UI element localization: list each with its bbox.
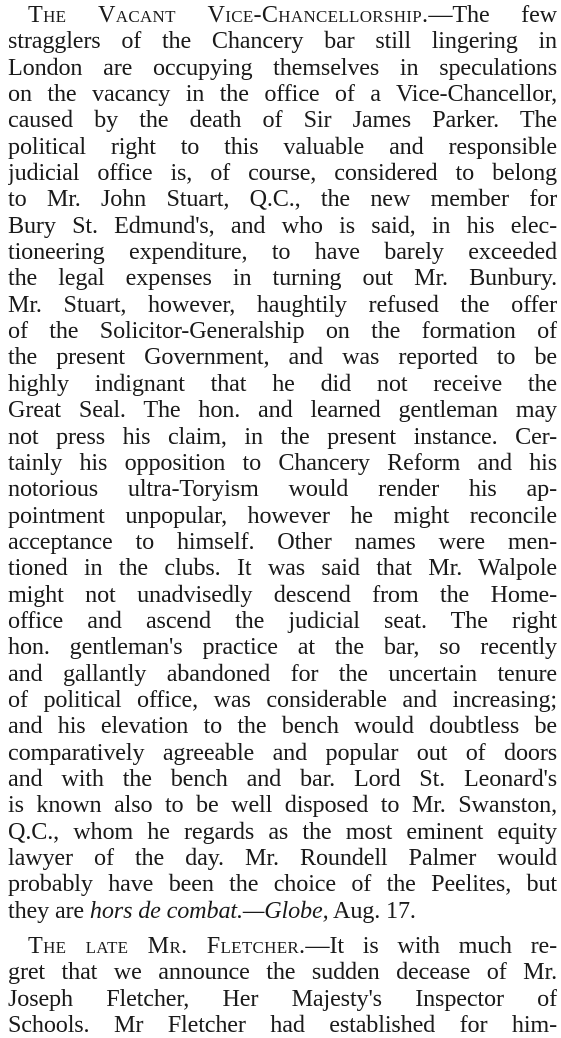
article-vice-chancellorship xyxy=(8,2,557,924)
text-line: hon. gentleman's practice at the bar, so recently xyxy=(8,634,557,661)
text-line: the legal expenses in turning out Mr. Bunbury. xyxy=(8,265,557,292)
text-line: office and ascend the judicial seat. The right xyxy=(8,607,557,634)
article-heading: The late Mr. Fletcher. xyxy=(28,933,306,960)
text-line: to Mr. John Stuart, Q.C., the new member for xyxy=(8,186,557,213)
text-line: caused by the death of Sir James Parker. The xyxy=(8,107,557,134)
text-line: lawyer of the day. Mr. Roundell Palmer would xyxy=(8,845,557,871)
text-line: Joseph Fletcher, Her Majesty's Inspector of xyxy=(8,985,557,1012)
text-line: political right to this valuable and responsible xyxy=(8,133,557,160)
text-line: Bury St. Edmund's, and who is said, in his elec- xyxy=(8,212,557,239)
text-line: acceptance to himself. Other names were men- xyxy=(8,528,557,555)
text-line: of the Solicitor-Generalship on the formation of xyxy=(8,318,557,345)
text-line: Great Seal. The hon. and learned gentleman may xyxy=(8,397,557,424)
text-line: probably have been the choice of the Peelites, but xyxy=(8,871,557,898)
text-line: is known also to be well disposed to Mr. Swanston, xyxy=(8,792,557,819)
text-line: the present Government, and was reported to be xyxy=(8,344,557,371)
article-closing-line xyxy=(8,898,557,924)
text-line: tioneering expenditure, to have barely exceeded xyxy=(8,239,557,266)
text-line: pointment unpopular, however he might reconcile xyxy=(8,502,557,529)
text-line: tioned in the clubs. It was said that Mr. Walpole xyxy=(8,555,557,582)
text-line: judicial office is, of course, considered to belong xyxy=(8,160,557,187)
closing-text: they are xyxy=(8,897,90,924)
text-line: tainly his opposition to Chancery Reform and his xyxy=(8,449,557,476)
article-first-line xyxy=(8,2,557,28)
text-line: Schools. Mr Fletcher had established for him- xyxy=(8,1012,557,1038)
text-line: and with the bench and bar. Lord St. Leonard's xyxy=(8,765,557,792)
text-line: not press his claim, in the present instance. Cer- xyxy=(8,423,557,450)
article-late-mr-fletcher xyxy=(8,933,557,1038)
text-line: might not unadvisedly descend from the Home- xyxy=(8,581,557,608)
text-line: Mr. Stuart, however, haughtily refused the offer xyxy=(8,291,557,318)
text-line: —The few xyxy=(428,2,557,28)
text-line: —It is with much re- xyxy=(305,933,557,960)
source-citation: hors de combat.—Globe, xyxy=(89,897,329,924)
closing-date: Aug. 17. xyxy=(328,897,416,924)
text-line: comparatively agreeable and popular out of doors xyxy=(8,739,557,766)
text-line: of political office, was considerable and increasing; xyxy=(8,686,557,713)
text-line: notorious ultra-Toryism would render his ap- xyxy=(8,476,557,503)
text-line: stragglers of the Chancery bar still lingering in xyxy=(8,28,557,55)
text-line: on the vacancy in the office of a Vice-Chancellor, xyxy=(8,81,557,108)
text-line: and his elevation to the bench would doubtless be xyxy=(8,713,557,740)
article-heading: The Vacant Vice-Chancellorship. xyxy=(28,2,429,28)
text-line: London are occupying themselves in speculations xyxy=(8,54,557,81)
text-line: and gallantly abandoned for the uncertain tenure xyxy=(8,660,557,687)
article-separator xyxy=(8,924,557,933)
text-line: highly indignant that he did not receive the xyxy=(8,370,557,397)
text-line: gret that we announce the sudden decease of Mr. xyxy=(8,959,557,986)
article-first-line xyxy=(8,933,557,959)
text-line: Q.C., whom he regards as the most eminent equity xyxy=(8,818,557,845)
